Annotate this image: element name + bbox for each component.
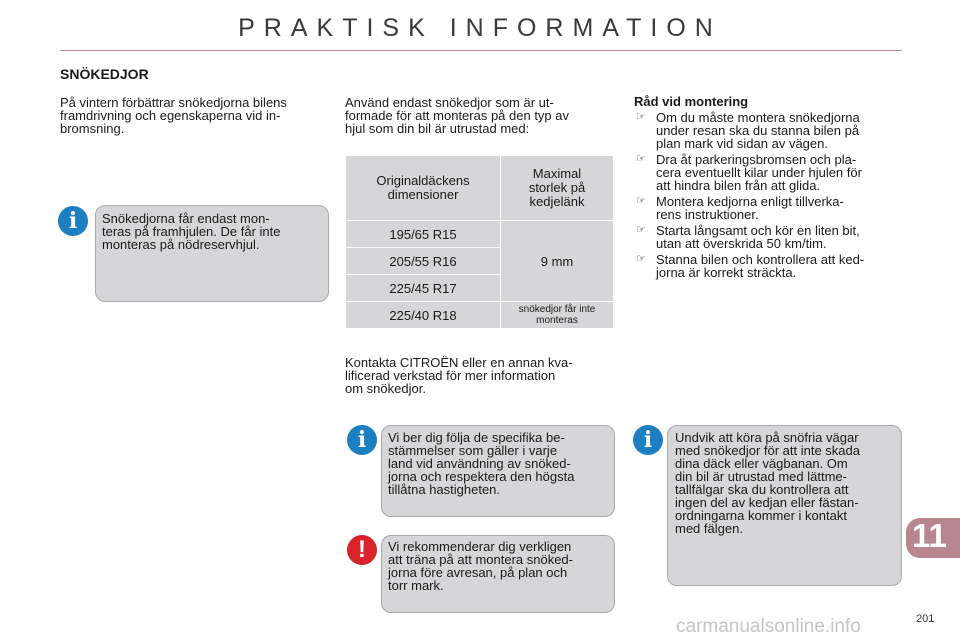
list-item: [634, 224, 900, 250]
intro-line: framdrivning och egenskaperna vid in-: [60, 108, 281, 123]
bullet-line: Starta långsamt och kör en liten bit,: [656, 223, 860, 238]
usage-paragraph: [345, 96, 614, 135]
info-line: tillåtna hastigheten.: [388, 482, 501, 497]
pointing-hand-icon: ☞: [636, 253, 646, 265]
pointing-hand-icon: ☞: [636, 224, 646, 236]
table-cell-max-link: 9 mm: [501, 221, 614, 302]
info-box-avoid-snowfree-text: [675, 431, 894, 535]
warning-line: att träna på att montera snöked-: [388, 552, 573, 567]
info-line: Vi ber dig följa de specifika be-: [388, 430, 565, 445]
bullet-line: Stanna bilen och kontrollera att ked-: [656, 252, 865, 267]
warning-icon: !: [347, 535, 377, 565]
advice-title: Råd vid montering: [634, 94, 749, 109]
pointing-hand-icon: ☞: [636, 111, 646, 123]
table-cell-tyre: 225/40 R18: [346, 302, 501, 329]
table-header-row: [346, 156, 614, 221]
info-line: jorna och respektera den högsta: [388, 469, 575, 484]
table-cell-tyre: 205/55 R16: [346, 248, 501, 275]
table-row: [346, 221, 614, 248]
info-line: tallfälgar ska du kontrollera att: [675, 482, 849, 497]
section-title: SNÖKEDJOR: [60, 66, 149, 82]
table-header-tyre-size: Originaldäckens dimensioner: [346, 156, 501, 221]
intro-line: På vintern förbättrar snökedjorna bilens: [60, 95, 287, 110]
contact-line: om snökedjor.: [345, 381, 426, 396]
table-cell-tyre: 195/65 R15: [346, 221, 501, 248]
info-icon: i: [633, 425, 663, 455]
usage-line: Använd endast snökedjor som är ut-: [345, 95, 554, 110]
intro-paragraph: [60, 96, 326, 135]
page-header-title: PRAKTISK INFORMATION: [238, 14, 722, 42]
usage-line: hjul som din bil är utrustad med:: [345, 121, 530, 136]
usage-line: formade för att monteras på den typ av: [345, 108, 570, 123]
info-line: monteras på nödreservhjul.: [102, 237, 260, 252]
info-line: ingen del av kedjan eller fästan-: [675, 495, 859, 510]
list-item: [634, 195, 900, 221]
table-row: [346, 302, 614, 329]
list-item: [634, 111, 900, 150]
contact-paragraph: [345, 356, 614, 395]
chapter-number: 11: [912, 517, 947, 554]
pointing-hand-icon: ☞: [636, 195, 646, 207]
pointing-hand-icon: ☞: [636, 153, 646, 165]
bullet-line: plan mark vid sidan av vägen.: [656, 136, 828, 151]
info-line: land vid användning av snöked-: [388, 456, 571, 471]
header-divider: [60, 50, 902, 51]
watermark: carmanualsonline.info: [676, 616, 861, 637]
info-line: din bil är utrustad med lättme-: [675, 469, 847, 484]
list-item: [634, 253, 900, 279]
page-number: 201: [916, 613, 935, 625]
info-box-front-wheels-text: [102, 212, 321, 251]
info-line: med fälgen.: [675, 521, 743, 536]
bullet-line: att hindra bilen från att glida.: [656, 178, 821, 193]
warning-line: torr mark.: [388, 578, 444, 593]
bullet-line: Dra åt parkeringsbromsen och pla-: [656, 152, 857, 167]
snow-chain-table: [345, 155, 614, 329]
warning-box-practice-text: [388, 540, 607, 592]
bullet-line: under resan ska du stanna bilen på: [656, 123, 860, 138]
contact-line: Kontakta CITROËN eller en annan kva-: [345, 355, 573, 370]
info-line: ordningarna kommer i kontakt: [675, 508, 847, 523]
advice-list: [634, 111, 900, 282]
warning-line: Vi rekommenderar dig verkligen: [388, 539, 572, 554]
bullet-line: cera eventuellt kilar under hjulen för: [656, 165, 862, 180]
bullet-line: Montera kedjorna enligt tillverka-: [656, 194, 844, 209]
info-icon: i: [347, 425, 377, 455]
table-cell-tyre: 225/45 R17: [346, 275, 501, 302]
table-header-max-link: Maximal storlek på kedjelänk: [501, 156, 614, 221]
info-box-regulations-text: [388, 431, 607, 496]
info-line: teras på framhjulen. De får inte: [102, 224, 281, 239]
contact-line: lificerad verkstad för mer information: [345, 368, 556, 383]
list-item: [634, 153, 900, 192]
bullet-line: jorna är korrekt sträckta.: [656, 265, 797, 280]
info-icon: i: [58, 206, 88, 236]
intro-line: bromsning.: [60, 121, 125, 136]
info-line: stämmelser som gäller i varje: [388, 443, 558, 458]
bullet-line: utan att överskrida 50 km/tim.: [656, 236, 827, 251]
info-line: dina däck eller vägbanan. Om: [675, 456, 848, 471]
warning-line: jorna före avresan, på plan och: [388, 565, 568, 580]
info-line: med snökedjor för att inte skada: [675, 443, 860, 458]
info-line: Undvik att köra på snöfria vägar: [675, 430, 859, 445]
bullet-line: Om du måste montera snökedjorna: [656, 110, 860, 125]
info-line: Snökedjorna får endast mon-: [102, 211, 270, 226]
table-cell-not-allowed: snökedjor får inte monteras: [501, 302, 614, 329]
bullet-line: rens instruktioner.: [656, 207, 759, 222]
